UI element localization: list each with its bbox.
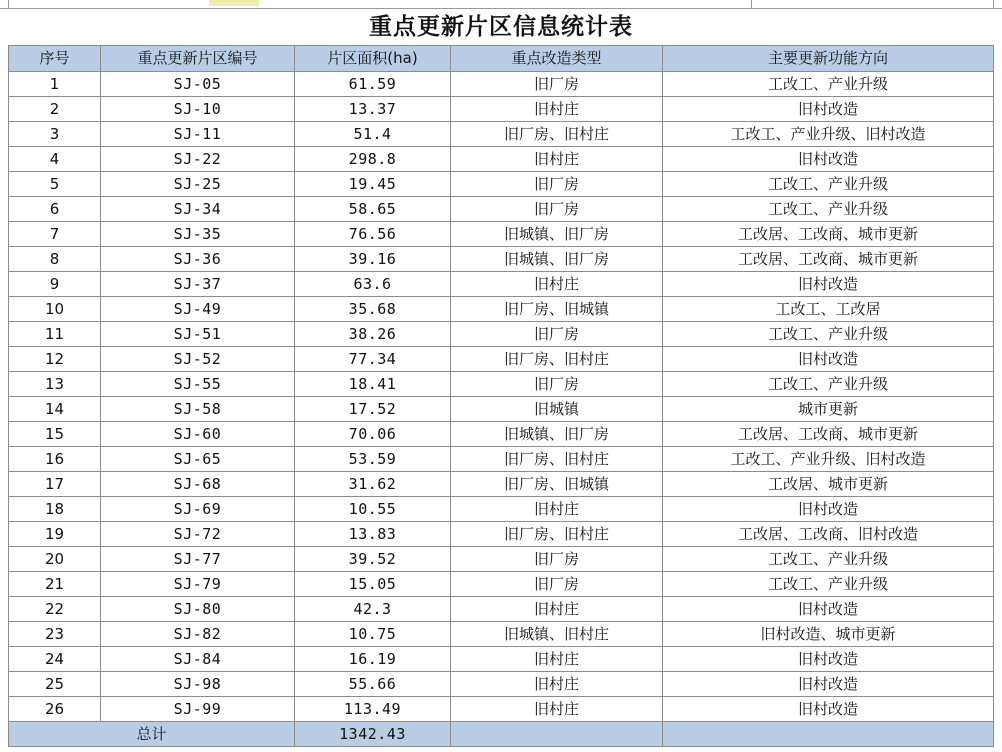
table-row [9,372,994,397]
cell-type: 旧城镇、旧厂房 [451,422,663,447]
table-row [9,122,994,147]
cell-type: 旧厂房 [451,172,663,197]
cell-direction: 旧村改造 [663,147,994,172]
cell-code: SJ-22 [101,147,295,172]
cell-type: 旧厂房、旧村庄 [451,522,663,547]
cell-code: SJ-84 [101,647,295,672]
cell-direction: 工改工、产业升级 [663,72,994,97]
cell-type: 旧厂房、旧城镇 [451,472,663,497]
table-row [9,297,994,322]
table-row [9,172,994,197]
cell-code: SJ-79 [101,572,295,597]
cell-type: 旧村庄 [451,697,663,722]
cell-direction: 工改工、产业升级 [663,572,994,597]
cell-area: 39.52 [295,547,451,572]
renewal-area-table [8,45,994,747]
cell-code: SJ-72 [101,522,295,547]
cell-no: 16 [9,447,101,472]
cell-code: SJ-11 [101,122,295,147]
cell-direction: 旧村改造 [663,697,994,722]
cell-area: 70.06 [295,422,451,447]
cell-no: 6 [9,197,101,222]
previous-table-cell [8,0,752,8]
cell-type: 旧厂房、旧城镇 [451,297,663,322]
table-row [9,472,994,497]
header-row [9,46,994,72]
column-header-direction: 主要更新功能方向 [663,46,994,72]
cell-no: 9 [9,272,101,297]
cell-no: 24 [9,647,101,672]
cell-code: SJ-99 [101,697,295,722]
cell-no: 13 [9,372,101,397]
cell-code: SJ-58 [101,397,295,422]
cell-code: SJ-25 [101,172,295,197]
table-row [9,222,994,247]
cell-no: 21 [9,572,101,597]
total-empty-cell [663,722,994,747]
cell-area: 298.8 [295,147,451,172]
cell-code: SJ-65 [101,447,295,472]
cell-code: SJ-77 [101,547,295,572]
cell-code: SJ-68 [101,472,295,497]
table-row [9,322,994,347]
cell-code: SJ-55 [101,372,295,397]
cell-no: 23 [9,622,101,647]
table-row [9,272,994,297]
cell-area: 16.19 [295,647,451,672]
cell-type: 旧厂房 [451,197,663,222]
table-row [9,147,994,172]
total-label: 总计 [9,722,295,747]
cell-code: SJ-37 [101,272,295,297]
cell-area: 17.52 [295,397,451,422]
cell-no: 18 [9,497,101,522]
table-row [9,697,994,722]
total-area: 1342.43 [295,722,451,747]
cell-no: 25 [9,672,101,697]
cell-area: 13.37 [295,97,451,122]
table-row [9,72,994,97]
cell-type: 旧厂房、旧村庄 [451,347,663,372]
cell-no: 17 [9,472,101,497]
cell-type: 旧村庄 [451,97,663,122]
cell-code: SJ-49 [101,297,295,322]
cell-type: 旧城镇、旧厂房 [451,247,663,272]
cell-direction: 工改工、产业升级 [663,372,994,397]
cell-type: 旧厂房 [451,372,663,397]
cell-code: SJ-60 [101,422,295,447]
cell-area: 55.66 [295,672,451,697]
cell-area: 10.75 [295,622,451,647]
cell-code: SJ-52 [101,347,295,372]
cell-type: 旧城镇、旧村庄 [451,622,663,647]
cell-direction: 旧村改造 [663,272,994,297]
cell-code: SJ-69 [101,497,295,522]
cell-type: 旧厂房、旧村庄 [451,447,663,472]
cell-area: 63.6 [295,272,451,297]
table-row [9,247,994,272]
cell-direction: 工改居、城市更新 [663,472,994,497]
cell-direction: 工改工、工改居 [663,297,994,322]
table-title: 重点更新片区信息统计表 [369,14,633,40]
total-row [9,722,994,747]
cell-type: 旧厂房 [451,72,663,97]
column-header-type: 重点改造类型 [451,46,663,72]
column-header-code: 重点更新片区编号 [101,46,295,72]
table-row [9,572,994,597]
cell-direction: 工改工、产业升级、旧村改造 [663,447,994,472]
cell-direction: 工改工、产业升级、旧村改造 [663,122,994,147]
cell-direction: 工改居、工改商、旧村改造 [663,522,994,547]
cell-type: 旧厂房 [451,572,663,597]
cell-no: 1 [9,72,101,97]
cell-code: SJ-05 [101,72,295,97]
cell-direction: 旧村改造 [663,672,994,697]
cell-direction: 工改居、工改商、城市更新 [663,222,994,247]
total-empty-cell [451,722,663,747]
cell-no: 19 [9,522,101,547]
table-row [9,497,994,522]
cell-no: 8 [9,247,101,272]
cell-area: 113.49 [295,697,451,722]
cell-type: 旧厂房、旧村庄 [451,122,663,147]
cell-direction: 旧村改造 [663,497,994,522]
cell-type: 旧村庄 [451,147,663,172]
cell-code: SJ-80 [101,597,295,622]
cell-area: 15.05 [295,572,451,597]
table-body [9,72,994,722]
cell-area: 38.26 [295,322,451,347]
cell-type: 旧厂房 [451,322,663,347]
previous-table-cell [755,0,994,8]
cell-direction: 工改工、产业升级 [663,172,994,197]
table-row [9,447,994,472]
cell-area: 51.4 [295,122,451,147]
cell-direction: 旧村改造 [663,647,994,672]
cell-no: 15 [9,422,101,447]
cell-no: 12 [9,347,101,372]
cell-code: SJ-82 [101,622,295,647]
table-row [9,197,994,222]
cell-no: 10 [9,297,101,322]
cell-area: 61.59 [295,72,451,97]
cell-code: SJ-36 [101,247,295,272]
cell-area: 39.16 [295,247,451,272]
table-row [9,647,994,672]
cell-code: SJ-10 [101,97,295,122]
cell-area: 18.41 [295,372,451,397]
cell-no: 3 [9,122,101,147]
table-row [9,522,994,547]
cell-area: 31.62 [295,472,451,497]
table-row [9,622,994,647]
cell-type: 旧村庄 [451,272,663,297]
cell-area: 42.3 [295,597,451,622]
cell-no: 14 [9,397,101,422]
cell-direction: 工改居、工改商、城市更新 [663,247,994,272]
cell-no: 26 [9,697,101,722]
column-header-area: 片区面积(ha) [295,46,451,72]
cell-direction: 旧村改造 [663,597,994,622]
table-row [9,397,994,422]
cell-type: 旧村庄 [451,597,663,622]
cell-type: 旧村庄 [451,647,663,672]
cell-area: 77.34 [295,347,451,372]
cell-code: SJ-35 [101,222,295,247]
cell-type: 旧城镇、旧厂房 [451,222,663,247]
cell-direction: 工改工、产业升级 [663,197,994,222]
table-row [9,347,994,372]
cell-direction: 城市更新 [663,397,994,422]
previous-table-edge [0,0,1002,9]
cell-type: 旧厂房 [451,547,663,572]
cell-area: 35.68 [295,297,451,322]
cell-no: 20 [9,547,101,572]
cell-area: 53.59 [295,447,451,472]
cell-area: 76.56 [295,222,451,247]
cell-no: 4 [9,147,101,172]
cell-type: 旧村庄 [451,497,663,522]
table-row [9,422,994,447]
cell-area: 10.55 [295,497,451,522]
cell-type: 旧城镇 [451,397,663,422]
table-row [9,672,994,697]
cell-no: 11 [9,322,101,347]
cell-direction: 工改工、产业升级 [663,322,994,347]
cell-code: SJ-34 [101,197,295,222]
cell-area: 58.65 [295,197,451,222]
cell-direction: 工改工、产业升级 [663,547,994,572]
column-header-no: 序号 [9,46,101,72]
cell-code: SJ-98 [101,672,295,697]
cell-area: 19.45 [295,172,451,197]
cell-no: 2 [9,97,101,122]
cell-direction: 旧村改造 [663,347,994,372]
cell-direction: 旧村改造 [663,97,994,122]
cell-type: 旧村庄 [451,672,663,697]
cell-no: 22 [9,597,101,622]
cell-code: SJ-51 [101,322,295,347]
cell-no: 5 [9,172,101,197]
cell-highlight [209,0,259,6]
cell-direction: 工改居、工改商、城市更新 [663,422,994,447]
cell-no: 7 [9,222,101,247]
cell-direction: 旧村改造、城市更新 [663,622,994,647]
table-row [9,547,994,572]
table-row [9,97,994,122]
cell-area: 13.83 [295,522,451,547]
table-row [9,597,994,622]
